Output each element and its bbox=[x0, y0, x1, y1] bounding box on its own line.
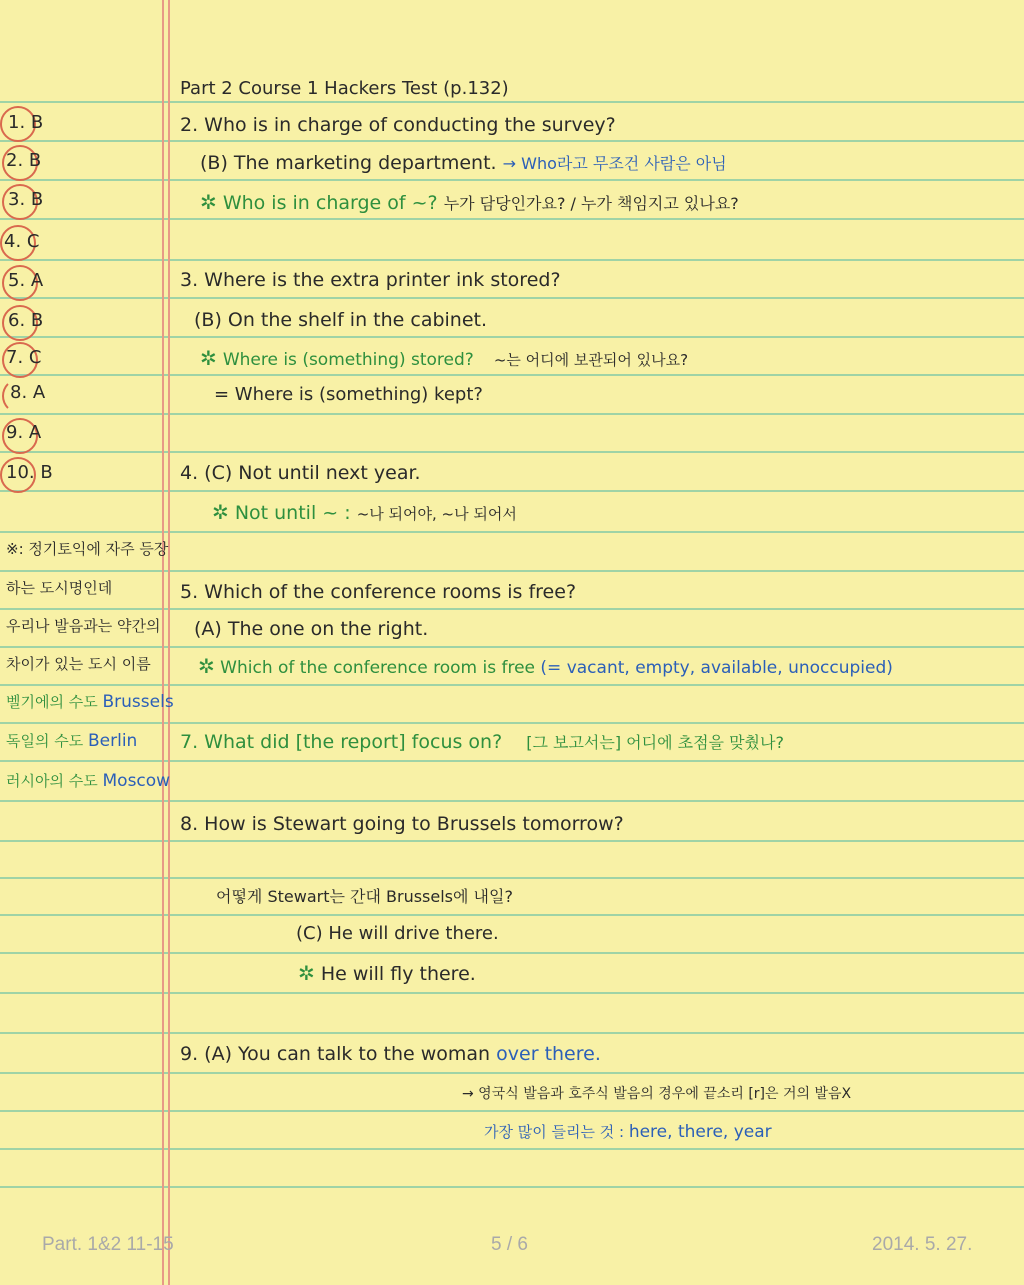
tip-4 bbox=[212, 502, 517, 523]
answer-2 bbox=[200, 154, 727, 173]
rule-line bbox=[0, 1186, 1024, 1188]
question-9 bbox=[180, 1045, 601, 1064]
question-9-text: 9. (A) You can talk to the woman bbox=[180, 1043, 491, 1065]
margin-line bbox=[168, 0, 170, 1285]
question-9-highlight: over there. bbox=[496, 1043, 601, 1065]
rule-line bbox=[0, 413, 1024, 415]
question-7 bbox=[180, 733, 784, 752]
tip-3-meaning: ~는 어디에 보관되어 있나요? bbox=[493, 351, 689, 369]
rule-line bbox=[0, 992, 1024, 994]
tip-3 bbox=[200, 348, 688, 369]
city-country: 벨기에의 수도 bbox=[6, 693, 98, 711]
answer-5: (A) The one on the right. bbox=[194, 618, 429, 640]
answer-item: 3. B bbox=[8, 189, 44, 210]
rule-line bbox=[0, 218, 1024, 220]
rule-line bbox=[0, 684, 1024, 686]
question-5: 5. Which of the conference rooms is free? bbox=[180, 581, 577, 603]
pronunciation-examples bbox=[484, 1124, 772, 1141]
city-note bbox=[6, 733, 137, 750]
answer-item: 1. B bbox=[8, 112, 44, 133]
city-name: Brussels bbox=[102, 692, 174, 712]
examples-label: 가장 많이 들리는 것 : bbox=[484, 1123, 625, 1141]
rule-line bbox=[0, 722, 1024, 724]
star-icon: ✲ bbox=[200, 190, 217, 214]
rule-line bbox=[0, 374, 1024, 376]
rule-line bbox=[0, 1148, 1024, 1150]
city-country: 러시아의 수도 bbox=[6, 772, 98, 790]
rule-line bbox=[0, 140, 1024, 142]
page-header: Part 2 Course 1 Hackers Test (p.132) bbox=[180, 78, 509, 99]
pronunciation-note: → 영국식 발음과 호주식 발음의 경우에 끝소리 [r]은 거의 발음X bbox=[462, 1086, 852, 1102]
tip-5-phrase: Which of the conference room is free bbox=[220, 658, 536, 678]
footer-date: 2014. 5. 27. bbox=[872, 1234, 973, 1255]
answer-item: 6. B bbox=[8, 310, 44, 331]
answer-item: 8. A bbox=[10, 382, 46, 403]
rule-line bbox=[0, 608, 1024, 610]
answer-item: 9. A bbox=[6, 422, 42, 443]
tip-3-phrase: Where is (something) stored? bbox=[222, 350, 474, 370]
rule-line bbox=[0, 952, 1024, 954]
tip-2-phrase: Who is in charge of ~? bbox=[222, 192, 438, 214]
rule-line bbox=[0, 800, 1024, 802]
question-3: 3. Where is the extra printer ink stored? bbox=[180, 269, 561, 291]
star-icon: ✲ bbox=[298, 961, 315, 985]
answer-2-text: (B) The marketing department. bbox=[200, 152, 497, 174]
answer-8-c: (C) He will drive there. bbox=[296, 923, 499, 944]
tip-8-answer: He will fly there. bbox=[320, 963, 476, 985]
answer-item: 7. C bbox=[6, 347, 42, 368]
sidebar-note: 하는 도시명인데 bbox=[6, 579, 113, 597]
examples-words: here, there, year bbox=[628, 1122, 772, 1142]
rule-line bbox=[0, 877, 1024, 879]
answer-item: 4. C bbox=[4, 231, 40, 252]
question-4: 4. (C) Not until next year. bbox=[180, 462, 421, 484]
rule-line bbox=[0, 101, 1024, 103]
footer-document-title: Part. 1&2 11-15 bbox=[42, 1234, 174, 1255]
tip-2 bbox=[200, 192, 739, 213]
margin-line bbox=[162, 0, 164, 1285]
rule-line bbox=[0, 914, 1024, 916]
rule-line bbox=[0, 646, 1024, 648]
tip-3-alternative: = Where is (something) kept? bbox=[214, 384, 483, 405]
city-name: Berlin bbox=[88, 731, 138, 751]
sidebar-note: 차이가 있는 도시 이름 bbox=[6, 655, 151, 673]
question-8: 8. How is Stewart going to Brussels tomorrow? bbox=[180, 813, 624, 835]
city-name: Moscow bbox=[102, 771, 171, 791]
rule-line bbox=[0, 760, 1024, 762]
answer-item: 5. A bbox=[8, 270, 44, 291]
rule-line bbox=[0, 490, 1024, 492]
tip-5 bbox=[198, 656, 893, 677]
answer-2-comment: → Who라고 무조건 사람은 아님 bbox=[502, 154, 727, 173]
rule-line bbox=[0, 531, 1024, 533]
question-8-meaning: 어떻게 Stewart는 간대 Brussels에 내일? bbox=[216, 887, 513, 906]
rule-line bbox=[0, 840, 1024, 842]
tip-8 bbox=[298, 963, 476, 984]
tip-2-meaning: 누가 담당인가요? / 누가 책임지고 있나요? bbox=[443, 194, 739, 213]
rule-line bbox=[0, 570, 1024, 572]
question-7-text: 7. What did [the report] focus on? bbox=[180, 731, 503, 753]
tip-4-phrase: Not until ~ : bbox=[234, 502, 351, 524]
question-7-meaning: [그 보고서는] 어디에 초점을 맞췄나? bbox=[526, 733, 784, 752]
rule-line bbox=[0, 336, 1024, 338]
answer-item: 2. B bbox=[6, 150, 42, 171]
rule-line bbox=[0, 1110, 1024, 1112]
footer-page-number: 5 / 6 bbox=[491, 1234, 528, 1255]
star-icon: ✲ bbox=[212, 500, 229, 524]
rule-line bbox=[0, 179, 1024, 181]
rule-line bbox=[0, 297, 1024, 299]
tip-4-meaning: ~나 되어야, ~나 되어서 bbox=[356, 505, 517, 523]
tip-5-synonyms: (= vacant, empty, available, unoccupied) bbox=[540, 658, 893, 678]
rule-line bbox=[0, 451, 1024, 453]
answer-item: 10. B bbox=[6, 462, 53, 483]
sidebar-note: ※: 정기토익에 자주 등장 bbox=[6, 540, 169, 558]
answer-3: (B) On the shelf in the cabinet. bbox=[194, 309, 488, 331]
rule-line bbox=[0, 259, 1024, 261]
city-note bbox=[6, 694, 174, 711]
star-icon: ✲ bbox=[198, 654, 215, 678]
city-country: 독일의 수도 bbox=[6, 732, 84, 750]
question-2: 2. Who is in charge of conducting the survey? bbox=[180, 114, 616, 136]
rule-line bbox=[0, 1072, 1024, 1074]
sidebar-note: 우리나 발음과는 약간의 bbox=[6, 617, 161, 635]
city-note bbox=[6, 773, 170, 790]
star-icon: ✲ bbox=[200, 346, 217, 370]
rule-line bbox=[0, 1032, 1024, 1034]
